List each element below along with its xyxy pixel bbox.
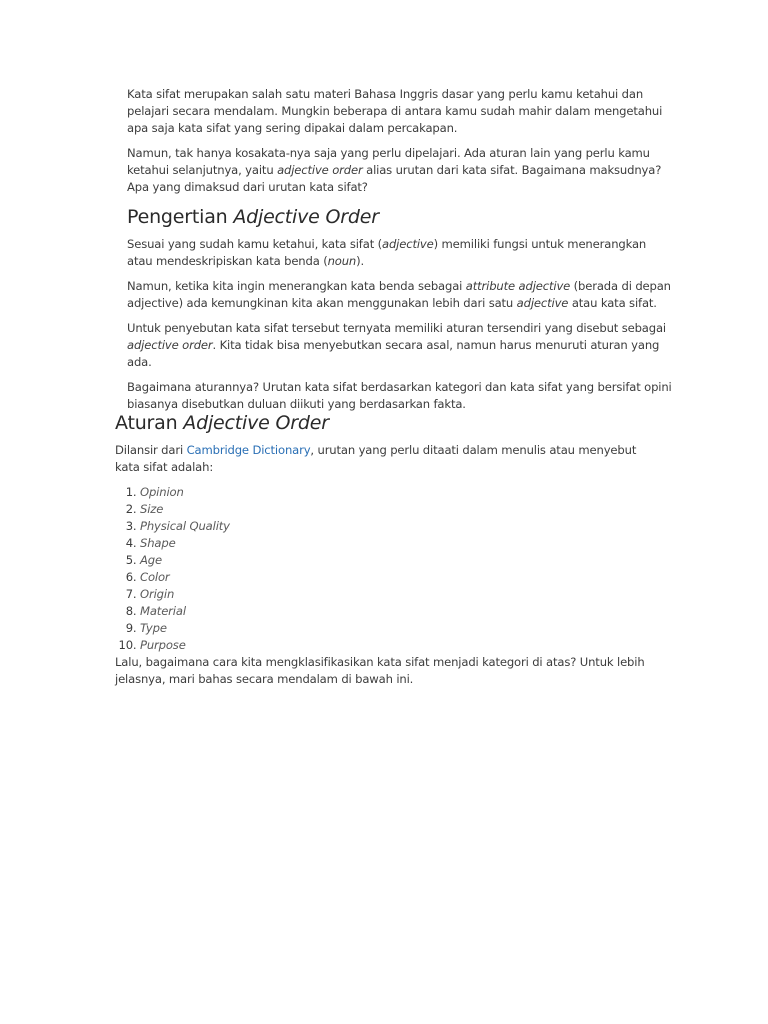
- pengertian-p1-text-a: Sesuai yang sudah kamu ketahui, kata sifat (: [127, 237, 383, 251]
- pengertian-p2-text-c: atau kata sifat.: [568, 296, 657, 310]
- aturan-closing-paragraph: Lalu, bagaimana cara kita mengklasifikasikan kata sifat menjadi kategori di atas? Untuk lebih jelasnya, mari bahas secara mendalam di bawah ini.: [115, 655, 645, 686]
- aturan-paragraph-1: [115, 442, 660, 476]
- intro-paragraph-1: Kata sifat merupakan salah satu materi Bahasa Inggris dasar yang perlu kamu ketahui dan pelajari secara mendalam. Mungkin beberapa di antara kamu sudah mahir dalam mengetahui apa saja kata sifat yang sering dipakai dalam percakapan.: [127, 87, 663, 135]
- list-item-label: Purpose: [140, 638, 186, 652]
- intro-paragraph-2: [127, 145, 672, 196]
- aturan-p1-text-b: , urutan yang perlu ditaati dalam menulis atau menyebut kata sifat adalah:: [115, 443, 637, 474]
- pengertian-paragraph-2: [127, 278, 672, 312]
- list-item: [140, 620, 660, 637]
- pengertian-paragraph-3: [127, 320, 672, 371]
- list-item-label: Physical Quality: [140, 519, 230, 533]
- pengertian-p1-emphasis-1: adjective: [382, 237, 434, 251]
- pengertian-p1-text-b: ) memiliki fungsi untuk menerangkan atau mendeskripiskan kata benda (: [127, 237, 647, 268]
- pengertian-p1-emphasis-2: noun: [327, 254, 357, 268]
- pengertian-p2-text-a: Namun, ketika kita ingin menerangkan kata benda sebagai: [127, 279, 466, 293]
- pengertian-p3-text-b: . Kita tidak bisa menyebutkan secara asal, namun harus menuruti aturan yang ada.: [127, 338, 660, 369]
- aturan-p1-text-a: Dilansir dari: [115, 443, 187, 457]
- heading-pengertian-emphasis: Adjective Order: [233, 206, 379, 228]
- list-item: [140, 535, 660, 552]
- heading-aturan-emphasis: Adjective Order: [183, 412, 329, 434]
- intro-p2-text-b: alias urutan dari kata sifat. Bagaimana maksudnya? Apa yang dimaksud dari urutan kata sifat?: [127, 163, 662, 194]
- article-lower-block: [115, 404, 660, 696]
- pengertian-p2-emphasis-2: adjective: [516, 296, 569, 310]
- pengertian-p3-text-a: Untuk penyebutan kata sifat tersebut ternyata memiliki aturan tersendiri yang disebut sebagai: [127, 321, 666, 335]
- list-item: [140, 518, 660, 535]
- pengertian-paragraph-4: Bagaimana aturannya? Urutan kata sifat berdasarkan kategori dan kata sifat yang bersifat opini biasanya disebutkan duluan diikuti yang berdasarkan fakta.: [127, 380, 672, 411]
- list-item: [140, 569, 660, 586]
- list-item-label: Origin: [140, 587, 175, 601]
- pengertian-p1-text-c: ).: [356, 254, 365, 268]
- list-item: [140, 501, 660, 518]
- list-item-label: Shape: [140, 536, 176, 550]
- intro-p2-text-a: Namun, tak hanya kosakata-nya saja yang perlu dipelajari. Ada aturan lain yang perlu kamu ketahui selanjutnya, yaitu: [127, 146, 650, 177]
- list-item-label: Age: [140, 553, 162, 567]
- list-item: [140, 603, 660, 620]
- heading-aturan-plain: Aturan: [115, 412, 184, 434]
- list-item-label: Color: [140, 570, 170, 584]
- heading-pengertian: [127, 204, 672, 230]
- list-item: [140, 552, 660, 569]
- article-upper-block: [127, 86, 672, 421]
- intro-p2-emphasis: adjective order: [277, 163, 363, 177]
- heading-pengertian-plain: Pengertian: [127, 206, 234, 228]
- list-item: [140, 484, 660, 501]
- list-item-label: Size: [140, 502, 164, 516]
- list-item: [140, 637, 660, 654]
- pengertian-p2-text-b: (berada di depan adjective) ada kemungkinan kita akan menggunakan lebih dari satu: [127, 279, 671, 310]
- pengertian-p2-emphasis-1: attribute adjective: [465, 279, 571, 293]
- cambridge-dictionary-link[interactable]: Cambridge Dictionary: [186, 443, 311, 457]
- list-item-label: Type: [140, 621, 167, 635]
- pengertian-paragraph-1: [127, 236, 672, 270]
- pengertian-p3-emphasis: adjective order: [127, 338, 213, 352]
- list-item-label: Opinion: [140, 485, 184, 499]
- list-item-label: Material: [140, 604, 186, 618]
- heading-aturan: [115, 410, 660, 436]
- list-item: [140, 586, 660, 603]
- adjective-order-list: [115, 484, 660, 654]
